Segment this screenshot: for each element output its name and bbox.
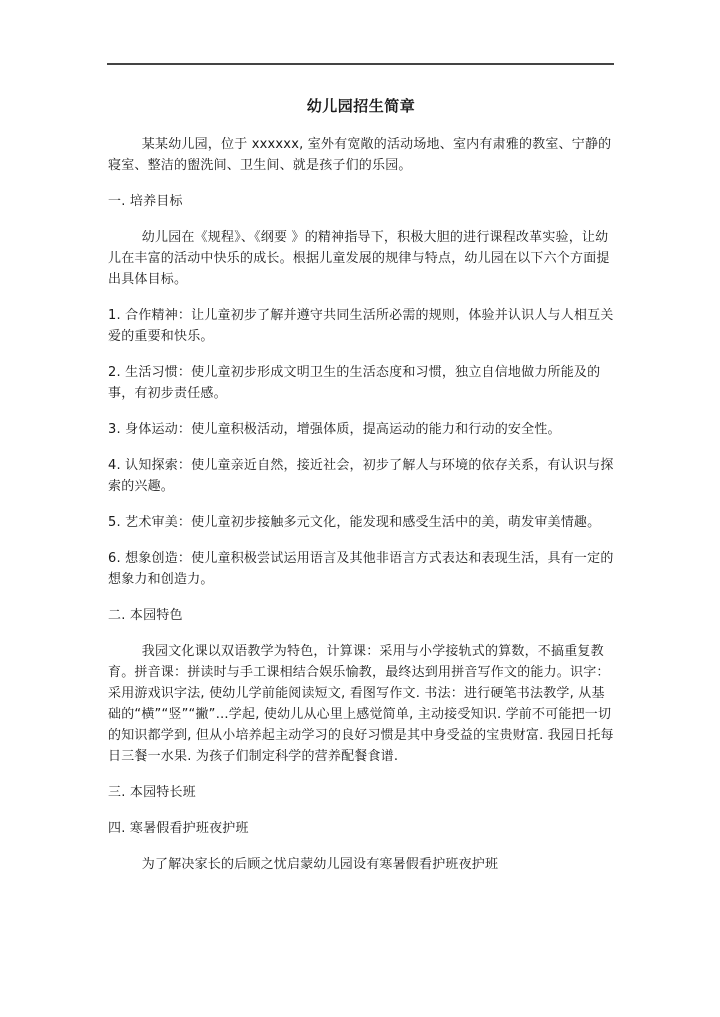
goal-item-2: 2. 生活习惯：使儿童初步形成文明卫生的生活态度和习惯，独立自信地做力所能及的事，有初步责任感。 <box>108 365 601 401</box>
section-heading-features: 二. 本园特色 <box>108 608 183 623</box>
document-title: 幼儿园招生简章 <box>306 97 416 115</box>
goal-item-1: 1. 合作精神：让儿童初步了解并遵守共同生活所必需的规则，体验并认识人与人相互关爱的重要和快乐。 <box>108 308 614 344</box>
goal-item-5: 5. 艺术审美：使儿童初步接触多元文化，能发现和感受生活中的美，萌发审美情趣。 <box>108 515 601 530</box>
goals-paragraph: 幼儿园在《规程》、《纲要 》的精神指导下，积极大胆的进行课程改革实验，让幼儿在丰富的活动中快乐的成长。根据儿童发展的规律与特点，幼儿园在以下六个方面提出具体目标。 <box>108 230 610 287</box>
header-rule <box>107 63 614 65</box>
goal-item-3: 3. 身体运动：使儿童积极活动，增强体质，提高运动的能力和行动的安全性。 <box>108 422 561 437</box>
goal-item-6: 6. 想象创造：使儿童积极尝试运用语言及其他非语言方式表达和表现生活，具有一定的想象力和创造力。 <box>108 551 614 587</box>
intro-paragraph: 某某幼儿园，位于 xxxxxx, 室外有宽敞的活动场地、室内有肃雅的教室、宁静的寝室、整洁的盥洗间、卫生间、就是孩子们的乐园。 <box>108 137 612 173</box>
holiday-care-paragraph: 为了解决家长的后顾之忧启蒙幼儿园设有寒暑假看护班夜护班 <box>141 857 499 872</box>
goal-item-4: 4. 认知探索：使儿童亲近自然，接近社会，初步了解人与环境的依存关系，有认识与探索的兴趣。 <box>108 458 614 494</box>
document-body <box>108 96 614 875</box>
section-heading-goals: 一. 培养目标 <box>108 194 183 209</box>
section-heading-holiday-care: 四. 寒暑假看护班夜护班 <box>108 821 249 836</box>
features-paragraph: 我园文化课以双语教学为特色，计算课：采用与小学接轨式的算数，不搞重复教育。拼音课：拼读时与手工课相结合娱乐愉教，最终达到用拼音写作文的能力。识字：采用游戏识字法, 使幼儿学前能阅读短文, 看图写作文. 书法：进行硬笔书法教学, 从基础的“横”“竖”“撇”…学起, 使幼儿从心里上感觉简单, 主动接受知识. 学前不可能把一切的知识都学到, 但从小培养起主动学习的良好习惯是其中身受益的宝贵财富. 我园日托每日三餐一水果. 为孩子们制定科学的营养配餐食谱. <box>108 644 614 764</box>
section-heading-specialty-classes: 三. 本园特长班 <box>108 785 196 800</box>
